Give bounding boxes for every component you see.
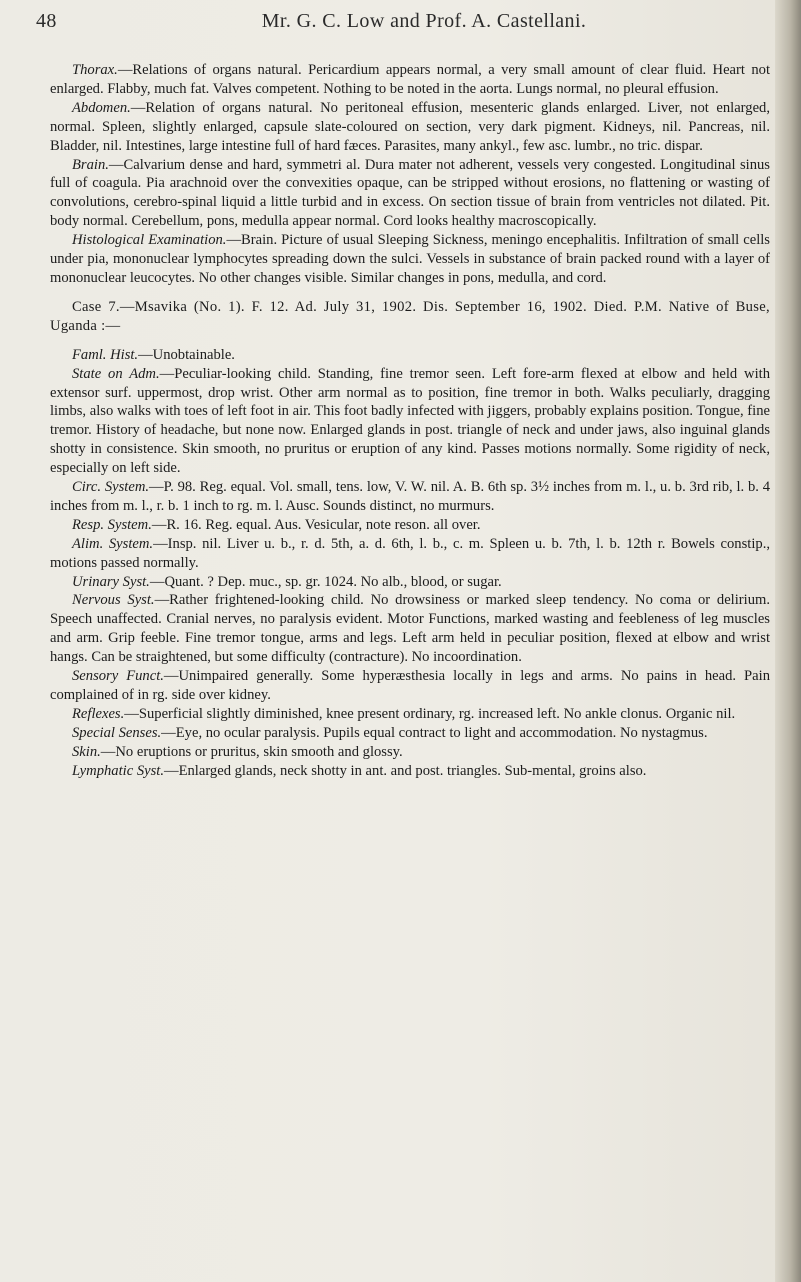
state-text: —Peculiar-looking child. Standing, fine tremor seen. Left fore-arm flexed at elbow and held with extensor surf. uppermost, drop wrist. Other arm normal as to position, fine tremor in both. Walks peculiarly, dragging limbs, also walks with toes of left foot in air. This foot badly infected with jiggers, probably explains position. Tongue, fine tremor. History of headache, but none now. Enlarged glands in post. triangle of neck and under jaws, also inguinal glands shotty in consistence. Skin smooth, no pruritus or eruption of any kind. Passes motions normally. Some rigidity of neck, especially on left side. bbox=[50, 365, 770, 477]
paragraph-brain bbox=[50, 156, 770, 232]
running-header bbox=[36, 10, 766, 38]
case-heading-text: Case 7.—Msavika (No. 1). F. 12. Ad. July 31, 1902. Dis. September 16, 1902. Died. P.M. Native of Buse, Uganda :— bbox=[50, 298, 770, 334]
paragraph-reflexes bbox=[50, 705, 770, 724]
paragraph-circulatory bbox=[50, 478, 770, 516]
reflexes-text: —Superficial slightly diminished, knee present ordinary, rg. increased left. No ankle clonus. Organic nil. bbox=[124, 705, 736, 722]
nervous-text: —Rather frightened-looking child. No drowsiness or marked sleep tendency. No coma or delirium. Speech unaffected. Cranial nerves, no paralysis evident. Motor Functions, marked wasting and feebleness of leg muscles and arm. Grip feeble. Fine tremor tongue, arms and legs. Left arm held in peculiar position, flexed at elbow and wrist hangs. Can be straightened, but some difficulty (contracture). No incoordination. bbox=[50, 592, 770, 666]
brain-label: Brain. bbox=[72, 156, 109, 173]
thorax-text: —Relations of organs natural. Pericardium appears normal, a very small amount of clear fluid. Heart not enlarged. Flabby, much fat. Valves competent. Nothing to be noted in the aorta. Lungs normal, no pleural effusion. bbox=[50, 62, 770, 97]
paragraph-respiratory bbox=[50, 516, 770, 535]
sensory-text: —Unimpaired generally. Some hyperæsthesia locally in legs and arms. No pains in head. Pain complained of in rg. side over kidney. bbox=[50, 668, 770, 703]
body-text bbox=[50, 61, 770, 781]
sensory-label: Sensory Funct. bbox=[72, 668, 164, 685]
paragraph-urinary bbox=[50, 573, 770, 592]
histology-label: Histological Examination. bbox=[72, 232, 227, 249]
lymph-label: Lymphatic Syst. bbox=[72, 762, 164, 779]
resp-label: Resp. System. bbox=[72, 516, 152, 533]
page-edge-shadow bbox=[775, 0, 801, 1282]
case-heading bbox=[50, 298, 770, 336]
nervous-label: Nervous Syst. bbox=[72, 592, 155, 609]
paragraph-abdomen bbox=[50, 99, 770, 156]
paragraph-special-senses bbox=[50, 724, 770, 743]
state-label: State on Adm. bbox=[72, 365, 160, 382]
brain-text: —Calvarium dense and hard, symmetri al. Dura mater not adherent, vessels very congested. Longitudinal sinus full of coagula. Pia arachnoid over the convexities opaque, can be stripped without erosions, no flattening or wasting of convolutions, cerebro-spinal liquid a little turbid and in excess. On section tissue of brain from ventricles not dilated. Pit. body normal. Cerebellum, pons, medulla appear normal. Cord looks healthy macroscopically. bbox=[50, 156, 770, 230]
alim-text: —Insp. nil. Liver u. b., r. d. 5th, a. d. 6th, l. b., c. m. Spleen u. b. 7th, l. b. 12th r. Bowels constip., motions passed normally. bbox=[50, 535, 770, 571]
paragraph-sensory bbox=[50, 667, 770, 705]
thorax-label: Thorax. bbox=[72, 62, 118, 78]
senses-text: —Eye, no ocular paralysis. Pupils equal contract to light and accommodation. No nystagmus. bbox=[161, 724, 708, 741]
resp-text: —R. 16. Reg. equal. Aus. Vesicular, note reson. all over. bbox=[151, 516, 481, 533]
circ-text: —P. 98. Reg. equal. Vol. small, tens. low, V. W. nil. A. B. 6th sp. 3½ inches from m. l., u. b. 3rd rib, l. b. 4 inches from m. l., r. b. 1 inch to rg. m. l. Ausc. Sounds distinct, no murmurs. bbox=[50, 479, 770, 514]
circ-label: Circ. System. bbox=[72, 479, 150, 496]
running-title: Mr. G. C. Low and Prof. A. Castellani. bbox=[261, 10, 587, 32]
paragraph-state-on-admission bbox=[50, 365, 770, 478]
skin-label: Skin. bbox=[72, 743, 101, 760]
paragraph-nervous bbox=[50, 591, 770, 667]
abdomen-label: Abdomen. bbox=[72, 99, 131, 116]
faml-label: Faml. Hist. bbox=[72, 346, 139, 363]
reflexes-label: Reflexes. bbox=[72, 705, 125, 722]
page-number: 48 bbox=[36, 10, 57, 32]
paragraph-histology bbox=[50, 231, 770, 288]
paragraph-lymphatic bbox=[50, 762, 770, 781]
faml-text: —Unobtainable. bbox=[138, 346, 235, 363]
paragraph-alimentary bbox=[50, 535, 770, 573]
abdomen-text: —Relation of organs natural. No peritoneal effusion, mesenteric glands enlarged. Liver, not enlarged, normal. Spleen, slightly enlarged, capsule slate-coloured on section, very dark pigment. Kidneys, nil. Pancreas, nil. Bladder, nil. Intestines, large intestine full of hard fæces. Parasites, many ankyl., few asc. lumbr., no tric. dispar. bbox=[50, 99, 770, 154]
alim-label: Alim. System. bbox=[72, 535, 154, 552]
histology-text: —Brain. Picture of usual Sleeping Sickness, meningo encephalitis. Infiltration of small cells under pia, mononuclear lymphocytes spreading down the sulci. Vessels in substance of brain packed round with a layer of mononuclear leucocytes. No other changes visible. Similar changes in pons, medulla, and cord. bbox=[50, 232, 770, 286]
urinary-text: —Quant. ? Dep. muc., sp. gr. 1024. No alb., blood, or sugar. bbox=[149, 573, 502, 590]
lymph-text: —Enlarged glands, neck shotty in ant. and post. triangles. Sub-mental, groins also. bbox=[163, 762, 647, 779]
skin-text: —No eruptions or pruritus, skin smooth and glossy. bbox=[100, 743, 403, 760]
urinary-label: Urinary Syst. bbox=[72, 573, 150, 590]
paragraph-skin bbox=[50, 743, 770, 762]
paragraph-family-history bbox=[50, 346, 770, 365]
paragraph-thorax bbox=[50, 61, 770, 99]
senses-label: Special Senses. bbox=[72, 724, 162, 741]
